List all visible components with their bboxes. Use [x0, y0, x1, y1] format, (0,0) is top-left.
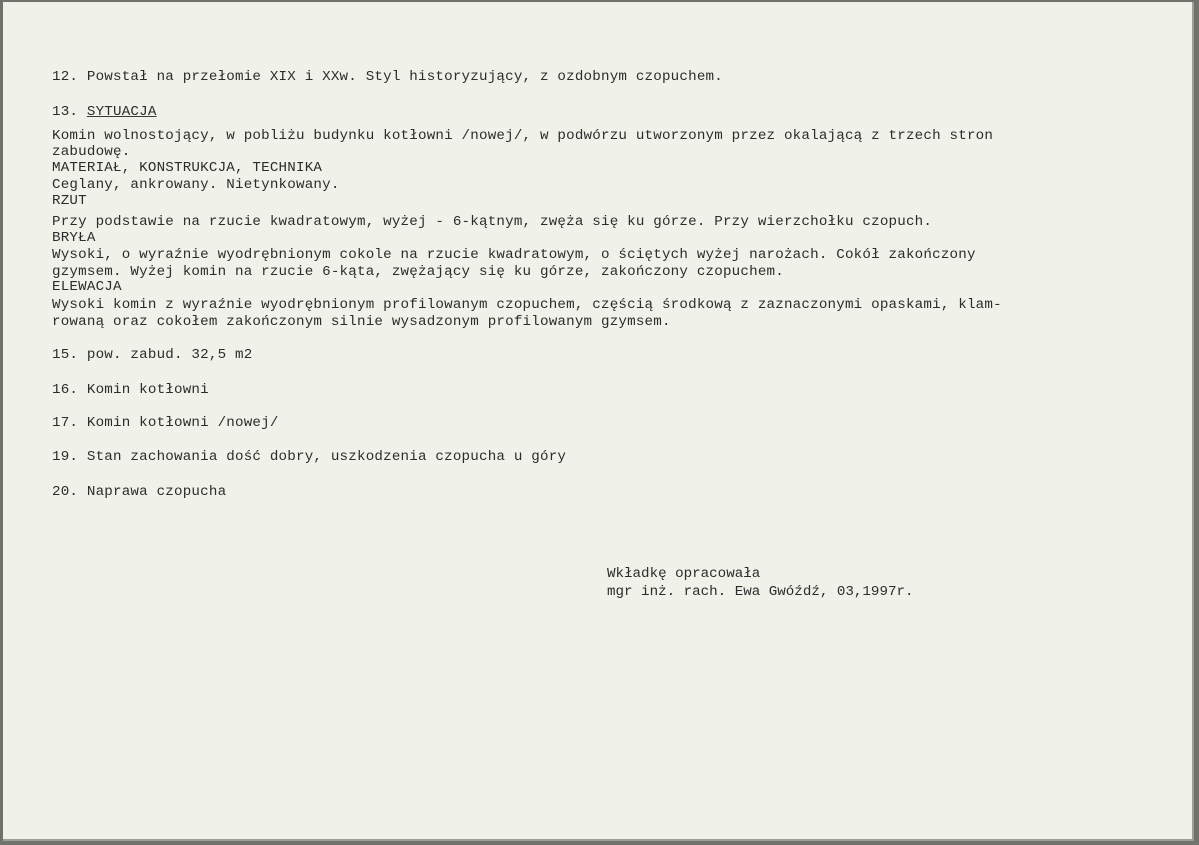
item-20-repair: 20. Naprawa czopucha: [52, 484, 227, 500]
situation-text-line-1: Komin wolnostojący, w pobliżu budynku kotłowni /nowej/, w podwórzu utworzonym przez okalającą z trzech stron: [52, 128, 994, 144]
item-15-built-area: 15. pow. zabud. 32,5 m2: [52, 347, 253, 363]
material-heading: MATERIAŁ, KONSTRUKCJA, TECHNIKA: [52, 160, 323, 176]
item-16-name: 16. Komin kotłowni: [52, 382, 209, 398]
item-17-name: 17. Komin kotłowni /nowej/: [52, 415, 279, 431]
mass-text-line-2: gzymsem. Wyżej komin na rzucie 6-kąta, zwężający się ku górze, zakończony czopuchem.: [52, 264, 784, 280]
signature-line-2: mgr inż. rach. Ewa Gwóźdź, 03,1997r.: [607, 584, 914, 600]
elevation-text-line-1: Wysoki komin z wyraźnie wyodrębnionym profilowanym czopuchem, częścią środkową z zaznaczonymi opaskami, klam-: [52, 297, 1002, 313]
situation-text-line-2: zabudowę.: [52, 144, 131, 160]
signature-line-1: Wkładkę opracowała: [607, 566, 761, 582]
item-19-condition: 19. Stan zachowania dość dobry, uszkodzenia czopucha u góry: [52, 449, 567, 465]
item-13-number: 13.: [52, 104, 87, 120]
situation-heading: SYTUACJA: [86, 104, 157, 120]
mass-text-line-1: Wysoki, o wyraźnie wyodrębnionym cokole na rzucie kwadratowym, o ściętych wyżej narożach. Cokół zakończony: [52, 247, 976, 263]
plan-text: Przy podstawie na rzucie kwadratowym, wyżej - 6-kątnym, zwęża się ku górze. Przy wierzchołku czopuch.: [52, 214, 933, 230]
elevation-text-line-2: rowaną oraz cokołem zakończonym silnie wysadzonym profilowanym gzymsem.: [52, 314, 671, 330]
plan-heading: RZUT: [52, 193, 87, 209]
item-13-situation-heading: [52, 104, 157, 120]
index-card: [3, 2, 1194, 841]
elevation-heading: ELEWACJA: [52, 279, 122, 295]
mass-heading: BRYŁA: [52, 230, 96, 246]
material-text: Ceglany, ankrowany. Nietynkowany.: [52, 177, 340, 193]
item-12-origin: 12. Powstał na przełomie XIX i XXw. Styl historyzujący, z ozdobnym czopuchem.: [52, 69, 723, 85]
